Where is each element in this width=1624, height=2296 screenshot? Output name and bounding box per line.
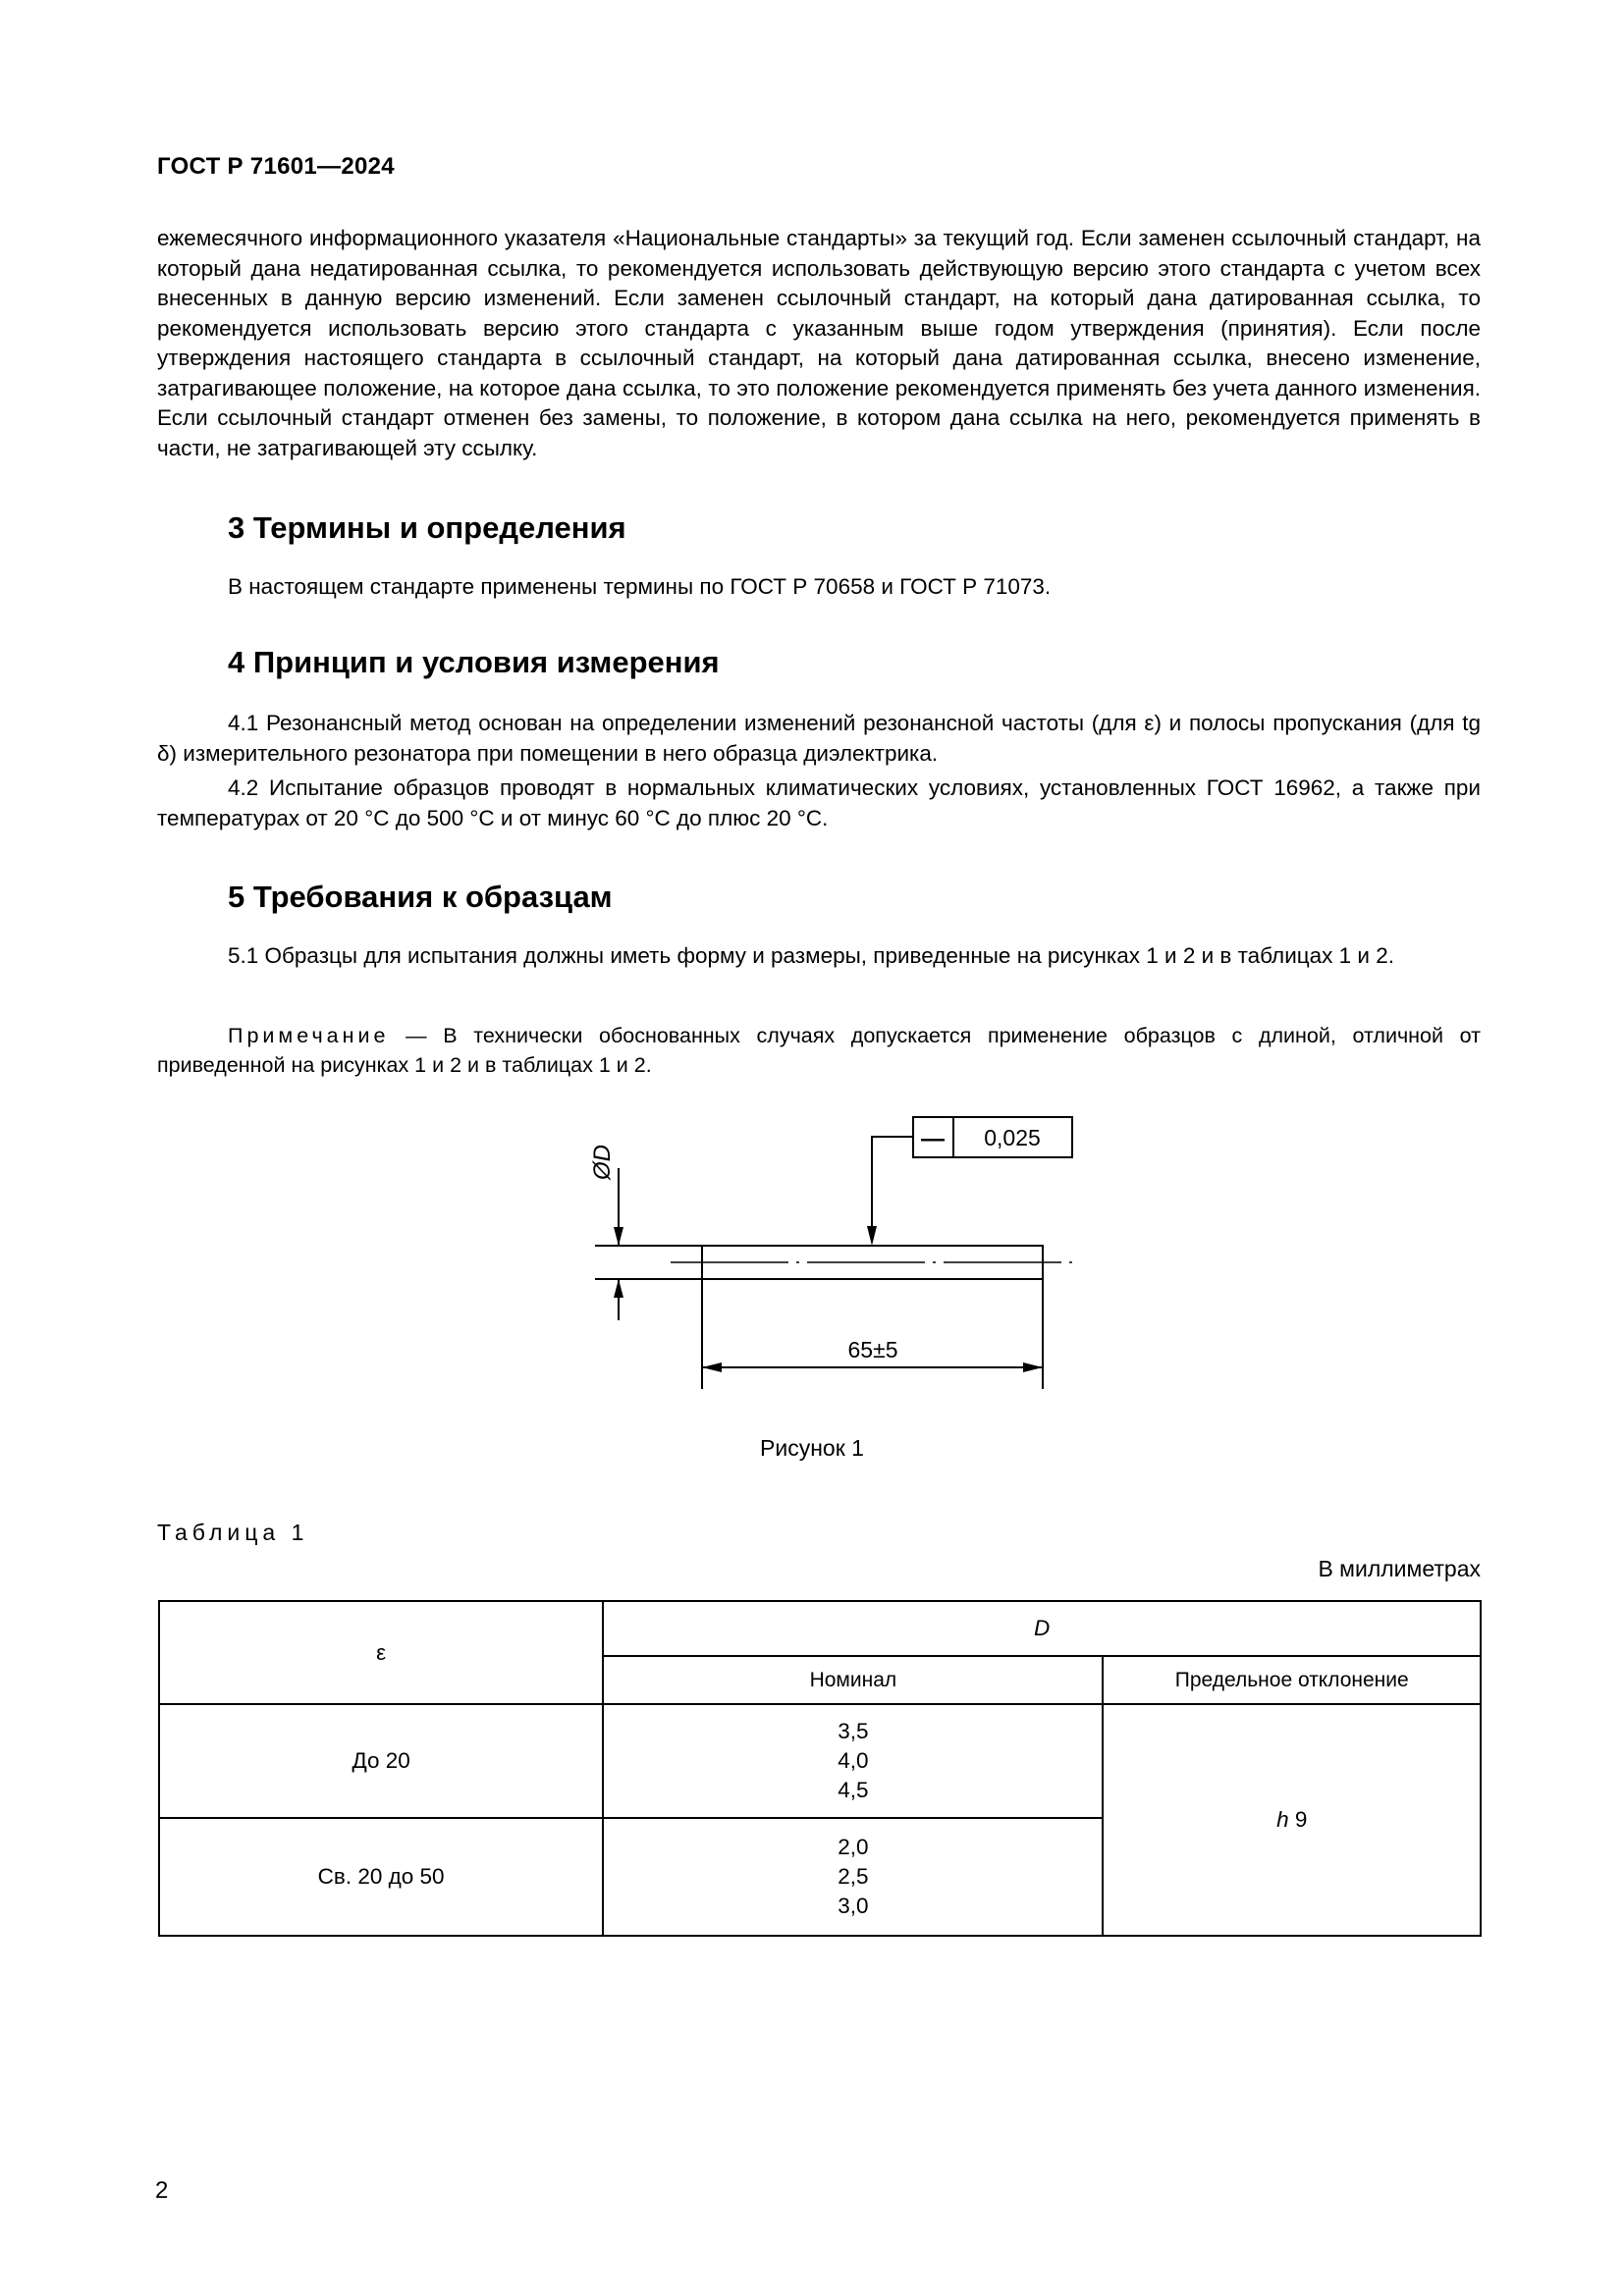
- nominal-value: 2,5: [838, 1864, 869, 1889]
- nominal-value: 4,5: [838, 1778, 869, 1802]
- arrowhead-length-left: [702, 1362, 722, 1372]
- table-1: [158, 1600, 1482, 1937]
- diameter-label: ØD: [589, 1145, 616, 1180]
- deviation-grade: 9: [1288, 1807, 1308, 1832]
- arrowhead-diameter-bottom: [614, 1279, 623, 1298]
- section-4-paragraph-2: 4.2 Испытание образцов проводят в нормальных климатических условиях, установленных ГОСТ 16962, а также при температурах от 20 °C до 500 °C и от минус 60 °C до плюс 20 °C.: [157, 775, 1481, 830]
- row-eps: До 20: [159, 1704, 603, 1818]
- table-row: [159, 1704, 1481, 1818]
- table-1-caption: Таблица 1: [157, 1520, 309, 1545]
- note-text: — В технически обоснованных случаях допускается применение образцов с длиной, отличной от приведенной на рисунках 1 и 2 и в таблицах 1 и 2.: [157, 1024, 1481, 1077]
- tolerance-symbol: —: [921, 1126, 945, 1152]
- table-1-units: В миллиметрах: [1318, 1556, 1481, 1581]
- deviation-letter: h: [1276, 1807, 1289, 1832]
- deviation-cell: [1103, 1704, 1481, 1936]
- page-number: 2: [155, 2177, 169, 2204]
- section-4-paragraph-1: 4.1 Резонансный метод основан на определении изменений резонансной частоты (для ε) и полосы пропускания (для tg δ) измерительного резонатора при помещении в него образца диэлектрика.: [157, 711, 1481, 766]
- nominal-value: 2,0: [838, 1835, 869, 1859]
- header-d: D: [603, 1601, 1481, 1656]
- arrowhead-diameter-top: [614, 1227, 623, 1246]
- nominal-value: 3,0: [838, 1894, 869, 1918]
- document-code: ГОСТ Р 71601—2024: [157, 153, 395, 180]
- arrowhead-leader: [867, 1226, 877, 1246]
- section-5-title: 5 Требования к образцам: [228, 880, 613, 914]
- section-3-text: В настоящем стандарте применены термины по ГОСТ Р 70658 и ГОСТ Р 71073.: [228, 574, 1052, 599]
- header-deviation: Предельное отклонение: [1103, 1656, 1481, 1704]
- length-label: 65±5: [847, 1337, 898, 1362]
- section-4-title: 4 Принцип и условия измерения: [228, 645, 720, 679]
- tolerance-value: 0,025: [984, 1125, 1041, 1150]
- row-nominals: [603, 1704, 1103, 1818]
- tolerance-leader: [872, 1137, 913, 1229]
- table-header-row-1: [159, 1601, 1481, 1656]
- nominal-value: 3,5: [838, 1719, 869, 1743]
- intro-paragraph: ежемесячного информационного указателя «Национальные стандарты» за текущий год. Если заменен ссылочный стандарт, на который дана недатированная ссылка, то рекомендуется использовать действующую версию этого стандарта с учетом всех внесенных в данную версию изменений. Если заменен ссылочный стандарт, на который дана датированная ссылка, то рекомендуется использовать версию этого стандарта с указанным выше годом утверждения (принятия). Если после утверждения настоящего стандарта в ссылочный стандарт, на который дана датированная ссылка, внесено изменение, затрагивающее положение, на которое дана ссылка, то это положение рекомендуется применять без учета данного изменения. Если ссылочный стандарт отменен без замены, то положение, в котором дана ссылка на него, рекомендуется применять в части, не затрагивающей эту ссылку.: [157, 226, 1481, 460]
- row-nominals: [603, 1818, 1103, 1936]
- row-eps: Св. 20 до 50: [159, 1818, 603, 1936]
- nominal-value: 4,0: [838, 1748, 869, 1773]
- section-3-title: 3 Термины и определения: [228, 510, 626, 545]
- figure-1-caption: Рисунок 1: [760, 1435, 864, 1461]
- header-eps: ε: [159, 1601, 603, 1704]
- arrowhead-length-right: [1023, 1362, 1043, 1372]
- header-nominal: Номинал: [603, 1656, 1103, 1704]
- note-label: Примечание: [228, 1024, 390, 1047]
- section-5-paragraph-1: 5.1 Образцы для испытания должны иметь форму и размеры, приведенные на рисунках 1 и 2 и в таблицах 1 и 2.: [228, 943, 1395, 968]
